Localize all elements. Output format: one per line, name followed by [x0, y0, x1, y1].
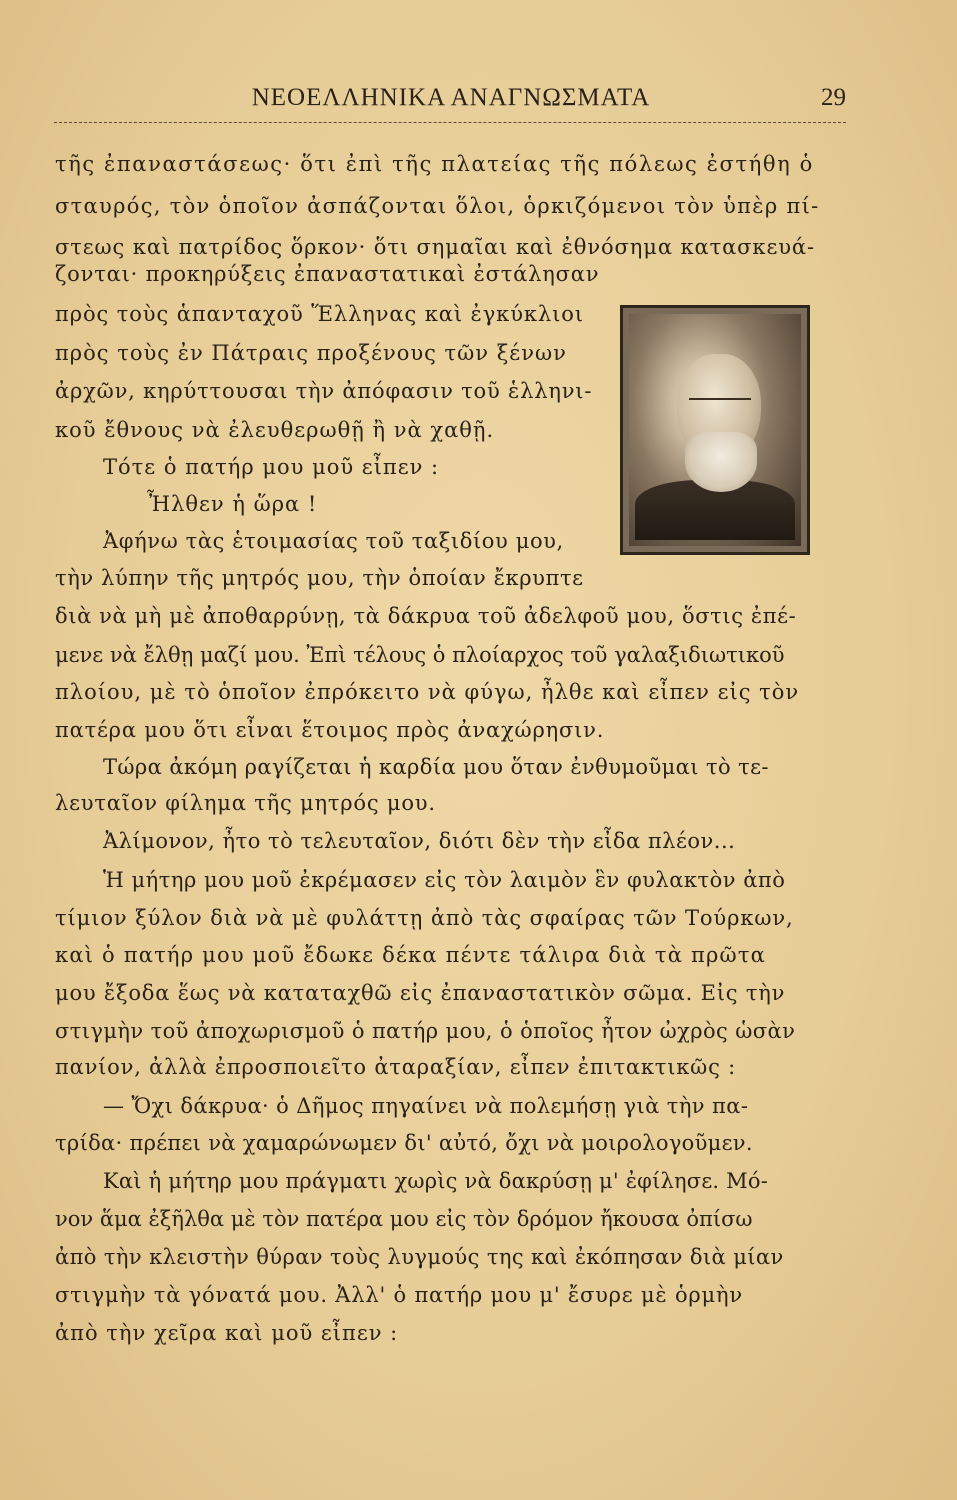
text-line: Καὶ ἡ μήτηρ μου πράγματι χωρὶς νὰ δακρύσῃ μ' ἐφίλησε. Μό-: [103, 1169, 768, 1193]
text-line: — Ὄχι δάκρυα· ὁ Δῆμος πηγαίνει νὰ πολεμήσῃ γιὰ τὴν πα-: [103, 1094, 749, 1118]
text-line: ζονται· προκηρύξεις ἐπαναστατικαὶ ἐστάλησαν: [55, 262, 600, 286]
text-line: καὶ ὁ πατήρ μου μοῦ ἔδωκε δέκα πέντε τάλιρα διὰ τὰ πρῶτα: [55, 943, 767, 967]
text-line: Ἡ μήτηρ μου μοῦ ἐκρέμασεν εἰς τὸν λαιμὸν ἓν φυλακτὸν ἀπὸ: [103, 868, 786, 892]
text-line: Τότε ὁ πατήρ μου μοῦ εἶπεν :: [103, 455, 440, 479]
text-line: Ἦλθεν ἡ ὥρα !: [147, 492, 318, 516]
text-line: στιγμὴν τὰ γόνατά μου. Ἀλλ' ὁ πατήρ μου μ' ἔσυρε μὲ ὁρμὴν: [55, 1283, 743, 1307]
text-line: πλοίου, μὲ τὸ ὁποῖον ἐπρόκειτο νὰ φύγω, ἦλθε καὶ εἶπεν εἰς τὸν: [55, 680, 800, 704]
text-line: τῆς ἐπαναστάσεως· ὅτι ἐπὶ τῆς πλατείας τῆς πόλεως ἐστήθη ὁ: [55, 152, 814, 176]
text-line: ἀπὸ τὴν κλειστὴν θύραν τοὺς λυγμούς της καὶ ἐκόπησαν διὰ μίαν: [55, 1245, 784, 1269]
text-line: διὰ νὰ μὴ μὲ ἀποθαρρύνῃ, τὰ δάκρυα τοῦ ἀδελφοῦ μου, ὅστις ἐπέ-: [55, 604, 797, 628]
text-line: πανίον, ἀλλὰ ἐπροσποιεῖτο ἀταραξίαν, εἶπεν ἐπιτακτικῶς :: [55, 1055, 737, 1079]
text-line: πατέρα μου ὅτι εἶναι ἕτοιμος πρὸς ἀναχώρησιν.: [55, 718, 605, 742]
text-line: στιγμὴν τοῦ ἀποχωρισμοῦ ὁ πατήρ μου, ὁ ὁποῖος ἦτον ὠχρὸς ὡσὰν: [55, 1019, 796, 1043]
text-line: μενε νὰ ἔλθῃ μαζί μου. Ἐπὶ τέλους ὁ πλοίαρχος τοῦ γαλαξιδιωτικοῦ: [55, 643, 785, 667]
text-line: Ἀφήνω τὰς ἑτοιμασίας τοῦ ταξιδίου μου,: [103, 529, 564, 553]
text-line: τρίδα· πρέπει νὰ χαμαρώνωμεν δι' αὐτό, ὄχι νὰ μοιρολογοῦμεν.: [55, 1131, 753, 1155]
text-line: τὴν λύπην τῆς μητρός μου, τὴν ὁποίαν ἔκρυπτε: [55, 566, 584, 590]
text-line: κοῦ ἔθνους νὰ ἐλευθερωθῇ ἢ νὰ χαθῇ.: [55, 418, 495, 442]
portrait-beard: [685, 432, 757, 492]
header-rule: [54, 122, 846, 123]
text-line: σταυρός, τὸν ὁποῖον ἀσπάζονται ὅλοι, ὁρκιζόμενοι τὸν ὑπὲρ πί-: [55, 194, 820, 218]
text-line: ἀρχῶν, κηρύττουσαι τὴν ἀπόφασιν τοῦ ἑλληνι-: [55, 379, 593, 403]
text-line: λευταῖον φίλημα τῆς μητρός μου.: [55, 791, 436, 815]
header-title: ΝΕΟΕΛΛΗΝΙΚΑ ΑΝΑΓΝΩΣΜΑΤΑ: [251, 84, 651, 111]
portrait-image: [620, 305, 810, 555]
text-line: πρὸς τοὺς ἐν Πάτραις προξένους τῶν ξένων: [55, 341, 567, 365]
text-line: νον ἅμα ἐξῆλθα μὲ τὸν πατέρα μου εἰς τὸν δρόμον ἤκουσα ὀπίσω: [55, 1207, 753, 1231]
text-line: ἀπὸ τὴν χεῖρα καὶ μοῦ εἶπεν :: [55, 1321, 399, 1345]
text-line: μου ἔξοδα ἕως νὰ καταταχθῶ εἰς ἐπαναστατικὸν σῶμα. Εἰς τὴν: [55, 981, 786, 1005]
text-line: στεως καὶ πατρίδος ὅρκον· ὅτι σημαῖαι καὶ ἐθνόσημα κατασκευά-: [55, 235, 815, 259]
running-header: [56, 84, 846, 120]
text-line: Ἀλίμονον, ἦτο τὸ τελευταῖον, διότι δὲν τὴν εἶδα πλέον...: [103, 829, 736, 853]
portrait-photo: [629, 314, 801, 546]
portrait-glasses: [689, 398, 751, 416]
page-number: 29: [821, 84, 846, 111]
text-line: Τώρα ἀκόμη ραγίζεται ἡ καρδία μου ὅταν ἐνθυμοῦμαι τὸ τε-: [103, 755, 769, 779]
text-line: πρὸς τοὺς ἁπανταχοῦ Ἕλληνας καὶ ἐγκύκλιοι: [55, 302, 584, 326]
text-line: τίμιον ξύλον διὰ νὰ μὲ φυλάττῃ ἀπὸ τὰς σφαίρας τῶν Τούρκων,: [55, 906, 794, 930]
